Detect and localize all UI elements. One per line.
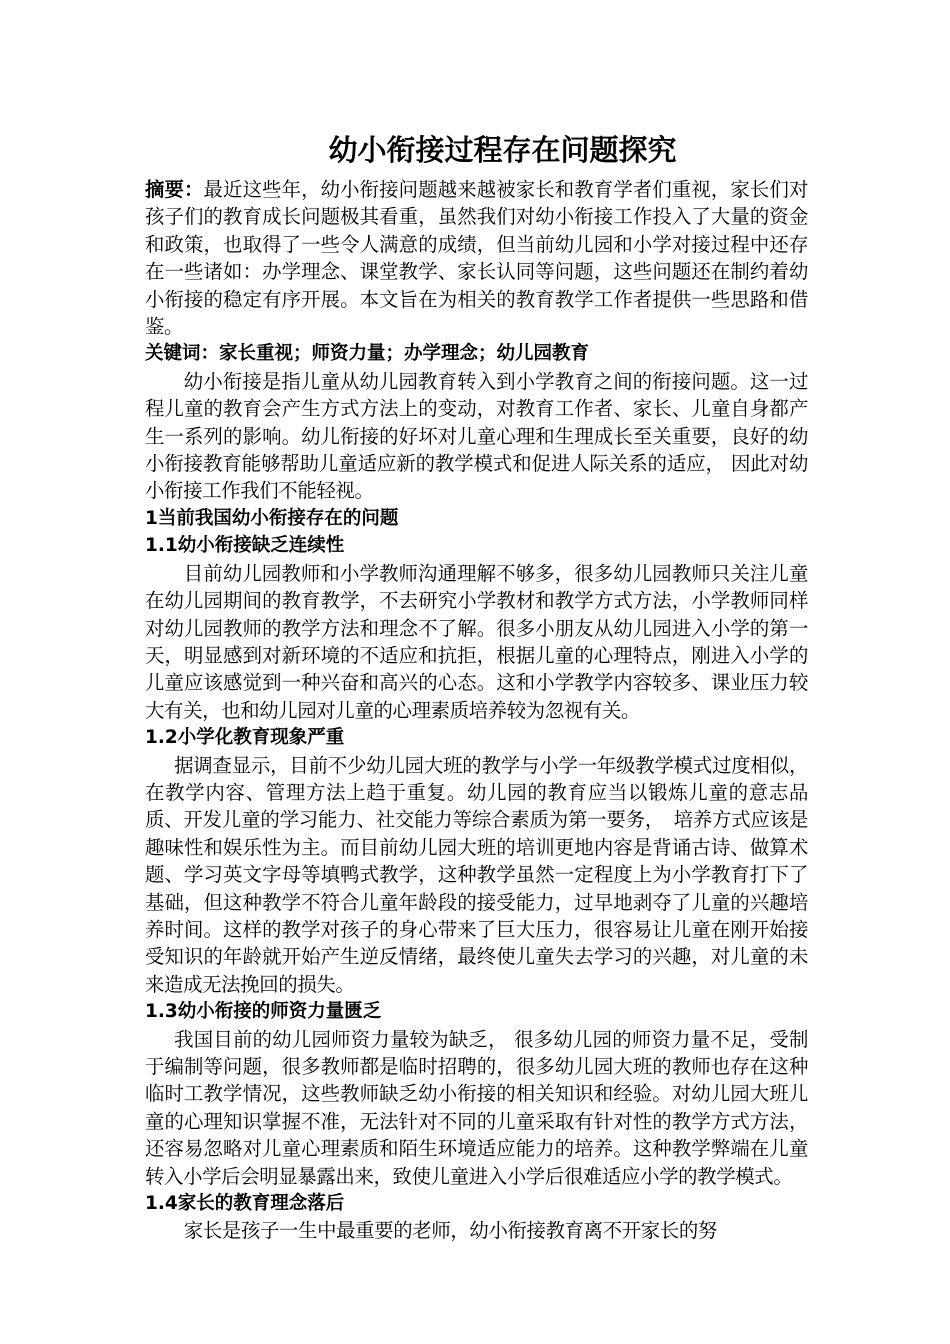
section-1-1-heading: 1.1幼小衔接缺乏连续性 [145, 535, 345, 557]
document-page [145, 128, 808, 1245]
abstract-label: 摘要： [145, 178, 204, 201]
section-1-4-paragraph: 家长是孩子一生中最重要的老师，幼小衔接教育离不开家长的努 [183, 1219, 717, 1243]
document-title: 幼小衔接过程存在问题探究 [328, 133, 677, 167]
section-1-1-paragraph: 目前幼儿园教师和小学教师沟通理解不够多，很多幼儿园教师只关注儿童在幼儿园期间的教育教学，不去研究小学教材和教学方式方法，小学教师同样对幼儿园教师的教学方法和理念不了解。很多小朋友从幼儿园进入小学的第一天，明显感到对新环境的不适应和抗拒，根据儿童的心理特点，刚进入小学的儿童应该感觉到一种兴奋和高兴的心态。这和小学教学内容较多、课业压力较大有关，也和幼儿园对儿童的心理素质培养较为忽视有关。 [145, 561, 808, 722]
section-1-2-paragraph: 据调查显示，目前不少幼儿园大班的教学与小学一年级教学模式过度相似，在教学内容、管理方法上趋于重复。幼儿园的教育应当以锻炼儿童的意志品质、开发儿童的学习能力、社交能力等综合素质为第一要务， 培养方式应该是趣味性和娱乐性为主。而目前幼儿园大班的培训更地内容是背诵古诗、做算术题、学习英文字母等填鸭式教学，这种教学虽然一定程度上为小学教育打下了基础，但这种教学不符合儿童年龄段的接受能力，过早地剥夺了儿童的兴趣培养时间。这样的教学对孩子的身心带来了巨大压力，很容易让儿童在刚开始接受知识的年龄就开始产生逆反情绪，最终使儿童失去学习的兴趣，对儿童的未来造成无法挽回的损失。 [145, 753, 808, 996]
intro-paragraph: 幼小衔接是指儿童从幼儿园教育转入到小学教育之间的衔接问题。这一过程儿童的教育会产生方式方法上的变动，对教育工作者、家长、儿童自身都产生一系列的影响。幼儿衔接的好坏对儿童心理和生理成长至关重要，良好的幼小衔接教育能够帮助儿童适应新的教学模式和促进人际关系的适应， 因此对幼小衔接工作我们不能轻视。 [145, 369, 808, 503]
section-1-4-heading: 1.4家长的教育理念落后 [145, 1193, 345, 1215]
section-1-3-paragraph: 我国目前的幼儿园师资力量较为缺乏， 很多幼儿园的师资力量不足，受制于编制等问题，很多教师都是临时招聘的，很多幼儿园大班的教师也存在这种临时工教学情况，这些教师缺乏幼小衔接的相关知识和经验。对幼儿园大班儿童的心理知识掌握不准，无法针对不同的儿童采取有针对性的教学方式方法，还容易忽略对儿童心理素质和陌生环境适应能力的培养。这种教学弊端在儿童转入小学后会明显暴露出来，致使儿童进入小学后很难适应小学的教学模式。 [145, 1027, 808, 1188]
abstract-text: 最近这些年，幼小衔接问题越来越被家长和教育学者们重视，家长们对孩子们的教育成长问题极其看重，虽然我们对幼小衔接工作投入了大量的资金和政策，也取得了一些令人满意的成绩，但当前幼儿园和小学对接过程中还存在一些诸如：办学理念、课堂教学、家长认同等问题，这些问题还在制约着幼小衔接的稳定有序开展。本文旨在为相关的教育教学工作者提供一些思路和借鉴。 [145, 178, 808, 339]
section-1-2-heading: 1.2小学化教育现象严重 [145, 727, 345, 749]
section-1-heading: 1当前我国幼小衔接存在的问题 [145, 507, 399, 529]
section-1-3-heading: 1.3幼小衔接的师资力量匮乏 [145, 1001, 382, 1023]
abstract-paragraph [145, 176, 808, 340]
keywords-line: 关键词：家长重视；师资力量；办学理念；幼儿园教育 [145, 343, 590, 365]
